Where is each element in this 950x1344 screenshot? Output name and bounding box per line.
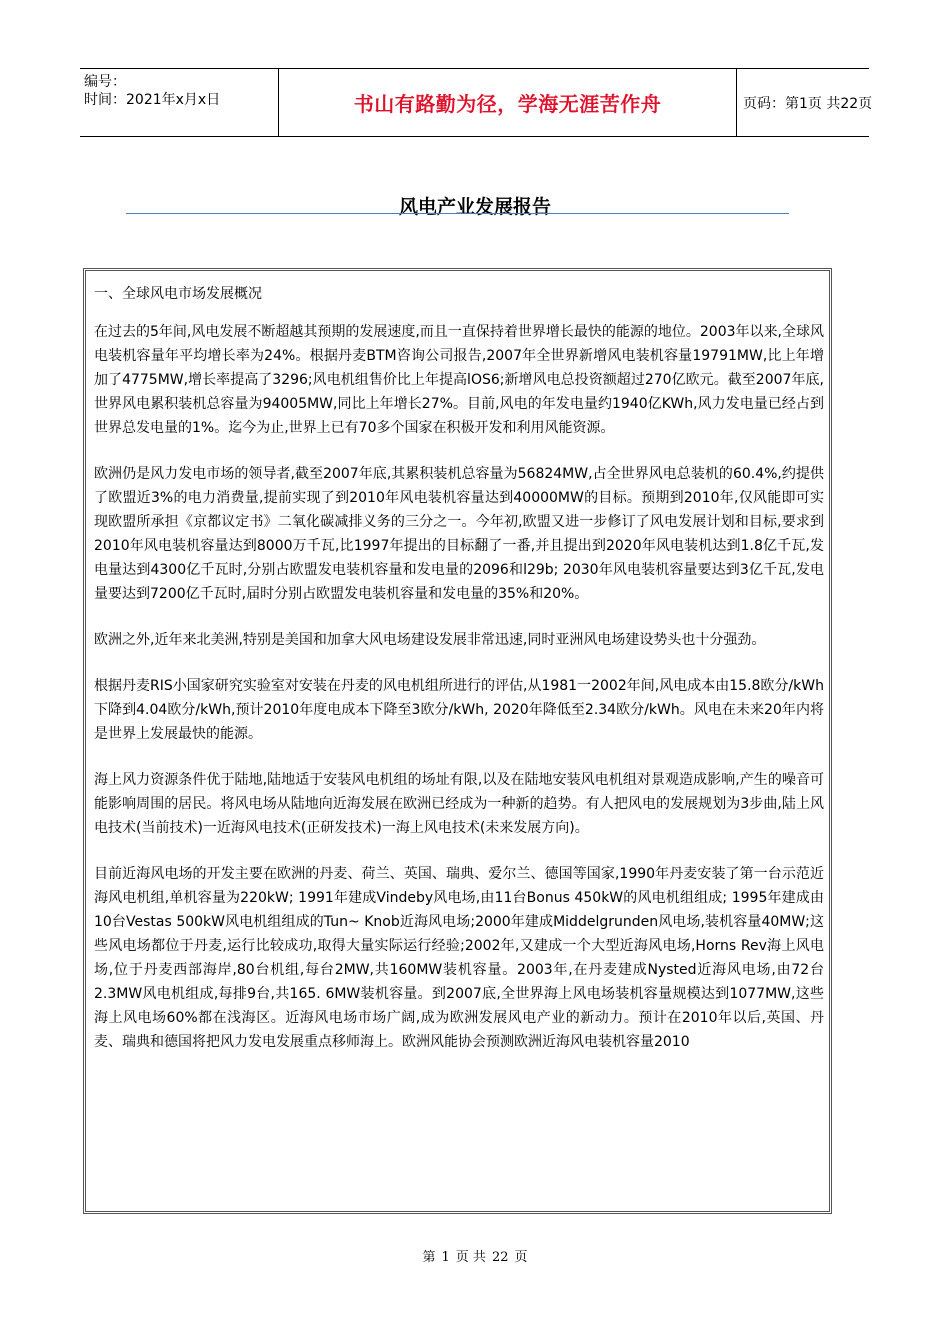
code-label: 编号： — [84, 74, 126, 90]
header-motto — [279, 69, 737, 136]
motto-text: 书山有路勤为径，学海无涯苦作舟 — [353, 92, 662, 116]
page-footer — [0, 1246, 950, 1265]
paragraph-6: 目前近海风电场的开发主要在欧洲的丹麦、荷兰、英国、瑞典、爱尔兰、德国等国家,1990年丹麦安装了第一台示范近海风电机组,单机容量为220kW; 1991年建成Vindeby风电场,由11台Bonus 450kW的风电机组组成; 1995年建成由10台Vestas 500kW风电机组组成的Tun~ Knob近海风电场;2000年建成Middelgrunden风电场,装机容量40MW;这些风电场都位于丹麦,运行比较成功,取得大量实际运行经验;2002年,又建成一个大型近海风电场,Horns Rev海上风电场,位于丹麦西部海岸,80台机组,每台2MW,共160MW装机容量。2003年,在丹麦建成Nysted近海风电场,由72台2.3MW风电机组成,每排9台,共165. 6MW装机容量。到2007底,全世界海上风电场装机容量规模达到1077MW,这些海上风电场60%都在浅海区。近海风电场市场广阔,成为欧洲发展风电产业的新动力。预计在2010年以后,英国、丹麦、瑞典和德国将把风力发电发展重点移师海上。欧洲风能协会预测欧洲近海风电装机容量2010 — [94, 866, 824, 1050]
footer-prefix: 第 — [422, 1250, 436, 1265]
header-page-info: 页码：第1页 共22页 — [743, 95, 873, 112]
title-underline — [126, 213, 789, 214]
document-title: 风电产业发展报告 — [398, 196, 551, 218]
footer-mid: 页 共 — [455, 1250, 486, 1265]
footer-page-number: 1 — [441, 1250, 450, 1265]
paragraph-3: 欧洲之外,近年来北美洲,特别是美国和加拿大风电场建设发展非常迅速,同时亚洲风电场建设势头也十分强劲。 — [94, 632, 766, 648]
section-heading: 一、全球风电市场发展概况 — [94, 286, 262, 302]
paragraph-4: 根据丹麦RIS小国家研究实验室对安装在丹麦的风电机组所进行的评估,从1981一2002年间,风电成本由15.8欧分/kWh下降到4.04欧分/kWh,预计2010年度电成本下降至3欧分/kWh, 2020年降低至2.34欧分/kWh。风电在未来20年内将是世界上发展最快的能源。 — [94, 678, 824, 742]
paragraph-2: 欧洲仍是风力发电市场的领导者,截至2007年底,其累积装机总容量为56824MW,占全世界风电总装机的60.4%,约提供了欧盟近3%的电力消费量,提前实现了到2010年风电装机容量达到40000MW的目标。预期到2010年,仅风能即可实现欧盟所承担《京都议定书》二氧化碳减排义务的三分之一。今年初,欧盟又进一步修订了风电发展计划和目标,要求到2010年风电装机容量达到8000万千瓦,比1997年提出的目标翻了一番,并且提出到2020年风电装机达到1.8亿千瓦,发电量达到4300亿千瓦时,分别占欧盟发电装机容量和发电量的2096和l29b; 2030年风电装机容量要达到3亿千瓦,发电量要达到7200亿千瓦时,届时分别占欧盟发电装机容量和发电量的35%和20%。 — [94, 466, 824, 602]
page-header — [80, 68, 873, 137]
footer-suffix: 页 — [514, 1250, 528, 1265]
content-frame — [83, 268, 832, 1214]
footer-total-pages: 22 — [491, 1250, 509, 1265]
header-meta — [80, 69, 279, 136]
paragraph-1: 在过去的5年间,风电发展不断超越其预期的发展速度,而且一直保持着世界增长最快的能源的地位。2003年以来,全球风电装机容量年平均增长率为24%。根据丹麦BTM咨询公司报告,2007年全世界新增风电装机容量19791MW,比上年增加了4775MW,增长率提高了3296;风电机组售价比上年提高lOS6;新增风电总投资额超过270亿欧元。截至2007年底,世界风电累积装机总容量为94005MW,同比上年增长27%。目前,风电的年发电量约1940亿KWh,风力发电量已经占到世界总发电量的1%。迄今为止,世界上已有70多个国家在积极开发和利用风能资源。 — [94, 324, 824, 436]
paragraph-5: 海上风力资源条件优于陆地,陆地适于安装风电机组的场址有限,以及在陆地安装风电机组对景观造成影响,产生的噪音可能影响周围的居民。将风电场从陆地向近海发展在欧洲已经成为一种新的趋势。有人把风电的发展规划为3步曲,陆上风电技术(当前技术)一近海风电技术(正研发技术)一海上风电技术(未来发展方向)。 — [94, 772, 824, 836]
content-body — [86, 271, 829, 1054]
time-label: 时间：2021年x月x日 — [84, 92, 221, 108]
